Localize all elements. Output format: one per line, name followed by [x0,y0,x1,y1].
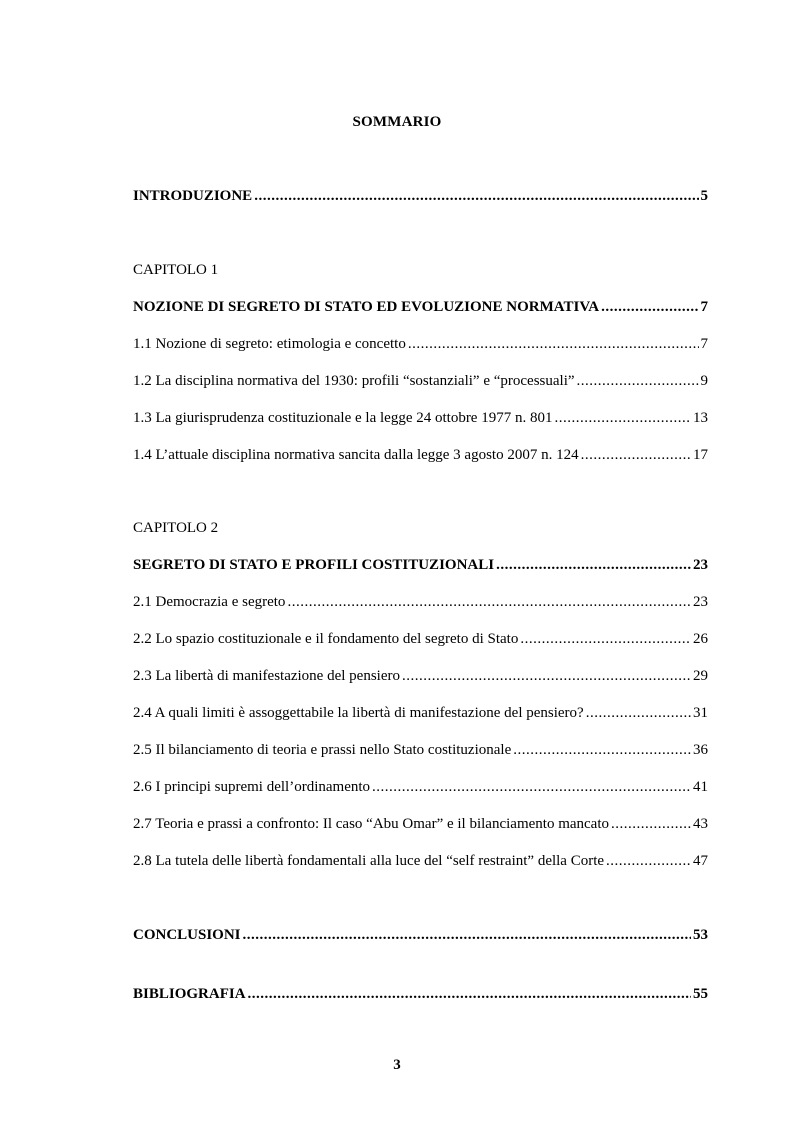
toc-entry-page: 7 [700,299,708,315]
toc-entry-page: 47 [693,853,708,869]
toc-entry-label: INTRODUZIONE [133,188,253,204]
toc-entry-label: 1.4 L’attuale disciplina normativa sancita dalla legge 3 agosto 2007 n. 124 [133,447,579,463]
toc-entry-section-1-4[interactable] [133,445,708,465]
dot-leader [520,629,691,649]
dot-leader [372,777,691,797]
dot-leader [554,408,691,428]
dot-leader [577,371,699,391]
toc-entry-page: 13 [693,410,708,426]
toc-entry-label: CONCLUSIONI [133,927,241,943]
toc-entry-page: 7 [700,336,708,352]
dot-leader [287,592,691,612]
chapter-1-heading: CAPITOLO 1 [133,262,219,278]
toc-entry-label: 1.2 La disciplina normativa del 1930: profili “sostanziali” e “processuali” [133,373,575,389]
toc-entry-page: 17 [693,447,708,463]
toc-entry-section-2-8[interactable] [133,851,708,871]
toc-entry-label: 1.3 La giurisprudenza costituzionale e la legge 24 ottobre 1977 n. 801 [133,410,553,426]
toc-entry-introduction[interactable] [133,186,708,206]
dot-leader [601,297,698,317]
toc-entry-page: 26 [693,631,708,647]
page-number: 3 [393,1057,401,1073]
dot-leader [408,334,699,354]
dot-leader [254,186,698,206]
toc-entry-label: 2.4 A quali limiti è assoggettabile la libertà di manifestazione del pensiero? [133,705,584,721]
toc-entry-chapter-1-title[interactable] [133,297,708,317]
dot-leader [248,984,691,1004]
dot-leader [513,740,691,760]
page-title: SOMMARIO [352,114,442,130]
toc-entry-section-2-4[interactable] [133,703,708,723]
toc-entry-label: 2.6 I principi supremi dell’ordinamento [133,779,371,795]
toc-entry-page: 5 [700,188,708,204]
toc-entry-label: 2.2 Lo spazio costituzionale e il fondamento del segreto di Stato [133,631,519,647]
toc-entry-section-2-7[interactable] [133,814,708,834]
toc-entry-section-1-2[interactable] [133,371,708,391]
toc-entry-page: 53 [693,927,708,943]
toc-entry-page: 43 [693,816,708,832]
toc-entry-conclusions[interactable] [133,925,708,945]
toc-entry-section-2-2[interactable] [133,629,708,649]
toc-entry-label: 2.5 Il bilanciamento di teoria e prassi nello Stato costituzionale [133,742,512,758]
toc-entry-label: 1.1 Nozione di segreto: etimologia e concetto [133,336,406,352]
toc-entry-section-1-3[interactable] [133,408,708,428]
toc-entry-page: 55 [693,986,708,1002]
toc-entry-label: 2.1 Democrazia e segreto [133,594,286,610]
toc-entry-page: 9 [700,373,708,389]
toc-entry-label: BIBLIOGRAFIA [133,986,246,1002]
dot-leader [586,703,691,723]
toc-entry-bibliography[interactable] [133,984,708,1004]
toc-entry-label: 2.7 Teoria e prassi a confronto: Il caso “Abu Omar” e il bilanciamento mancato [133,816,610,832]
toc-entry-label: 2.8 La tutela delle libertà fondamentali alla luce del “self restraint” della Corte [133,853,605,869]
toc-entry-section-2-1[interactable] [133,592,708,612]
toc-entry-page: 36 [693,742,708,758]
toc-entry-label: SEGRETO DI STATO E PROFILI COSTITUZIONALI [133,557,495,573]
chapter-2-heading: CAPITOLO 2 [133,520,219,536]
toc-entry-page: 23 [693,557,708,573]
dot-leader [606,851,691,871]
toc-entry-page: 23 [693,594,708,610]
toc-entry-label: NOZIONE DI SEGRETO DI STATO ED EVOLUZIONE NORMATIVA [133,299,600,315]
toc-entry-chapter-2-title[interactable] [133,555,708,575]
dot-leader [611,814,691,834]
toc-entry-page: 41 [693,779,708,795]
toc-entry-section-2-3[interactable] [133,666,708,686]
dot-leader [496,555,691,575]
toc-entry-section-2-5[interactable] [133,740,708,760]
toc-entry-page: 29 [693,668,708,684]
toc-entry-section-2-6[interactable] [133,777,708,797]
dot-leader [402,666,691,686]
toc-entry-label: 2.3 La libertà di manifestazione del pensiero [133,668,400,684]
dot-leader [581,445,691,465]
dot-leader [243,925,691,945]
toc-entry-section-1-1[interactable] [133,334,708,354]
toc-entry-page: 31 [693,705,708,721]
